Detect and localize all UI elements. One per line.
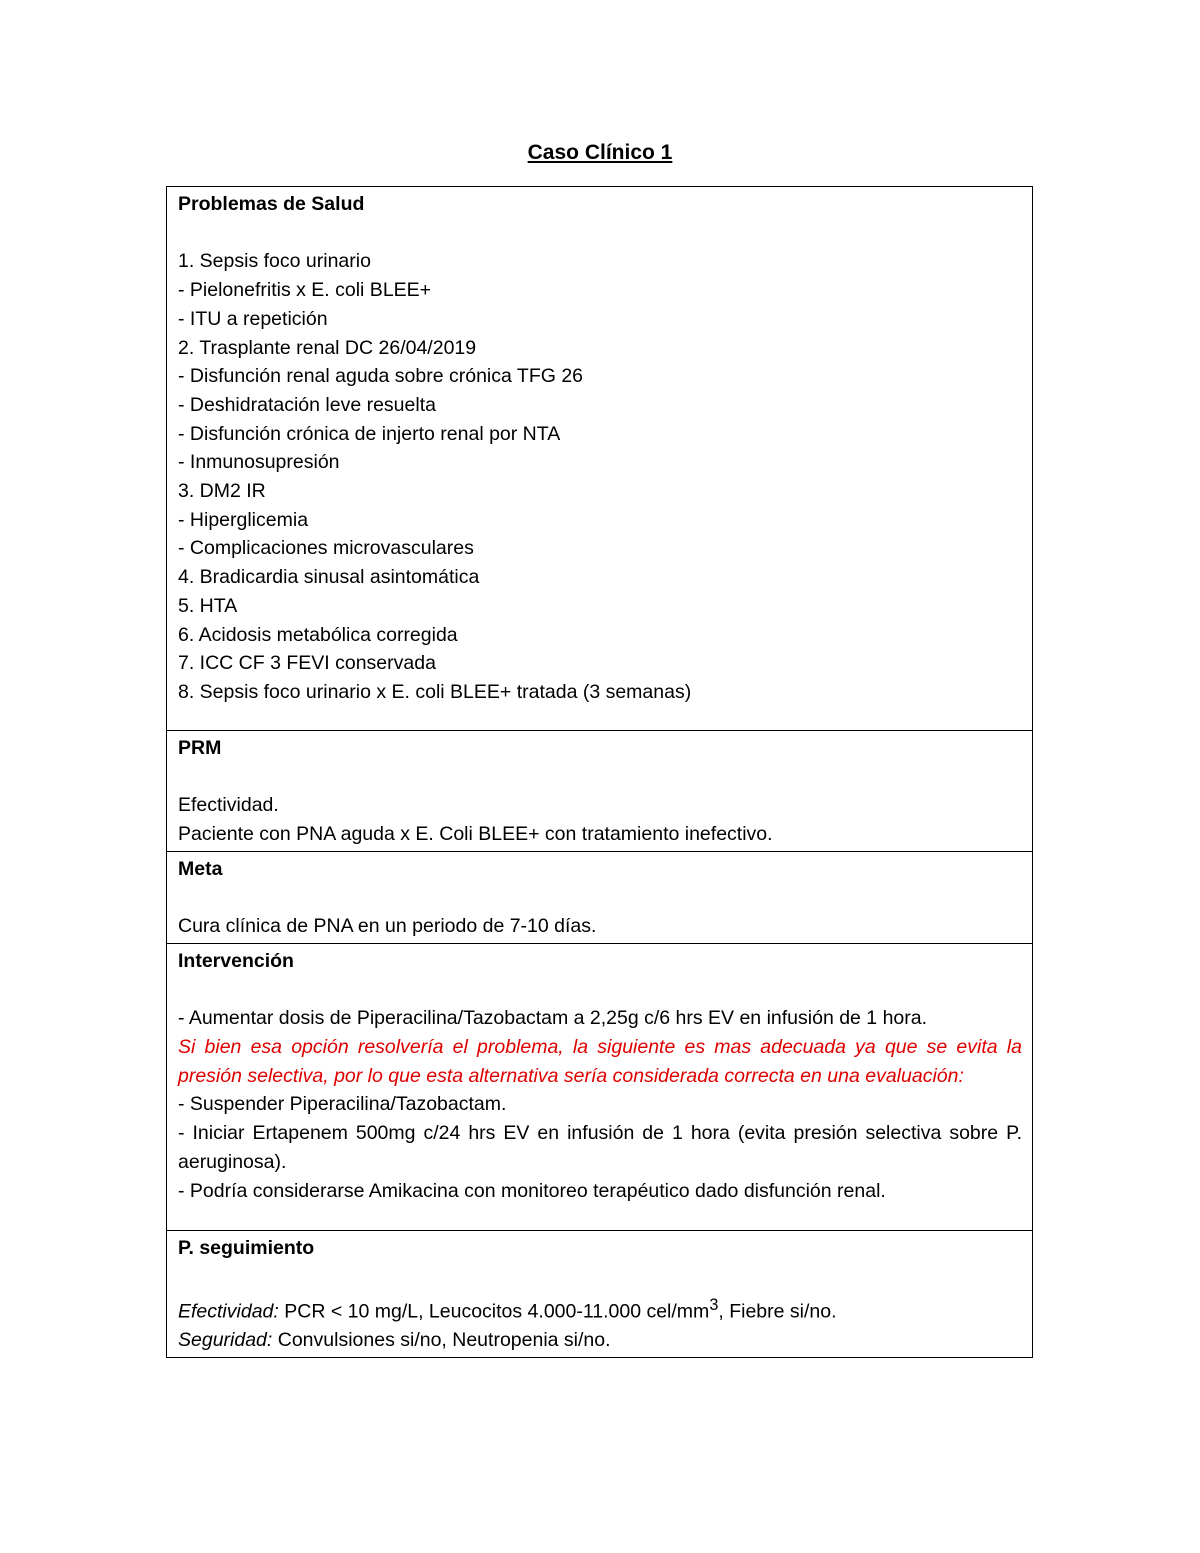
salud-line: - Disfunción crónica de injerto renal por NTA bbox=[178, 422, 561, 445]
salud-line: - Hiperglicemia bbox=[178, 508, 309, 531]
salud-line: 4. Bradicardia sinusal asintomática bbox=[178, 566, 480, 589]
salud-line: 1. Sepsis foco urinario bbox=[178, 250, 371, 273]
meta-cell bbox=[167, 851, 1033, 943]
seguimiento-seguridad bbox=[178, 1326, 1022, 1355]
spacer bbox=[178, 219, 1022, 248]
spacer bbox=[178, 976, 1022, 1005]
salud-line: - Pielonefritis x E. coli BLEE+ bbox=[178, 279, 432, 302]
section-prm bbox=[167, 731, 1033, 852]
spacer bbox=[178, 884, 1022, 913]
intervencion-start: - Iniciar Ertapenem 500mg c/24 hrs EV en infusión de 1 hora (evita presión selectiva sobre P. aeruginosa). bbox=[178, 1122, 1022, 1173]
salud-cell bbox=[167, 187, 1033, 731]
salud-line: - ITU a repetición bbox=[178, 307, 328, 330]
section-salud bbox=[167, 187, 1033, 731]
case-table bbox=[166, 186, 1033, 1358]
seguridad-text: Convulsiones si/no, Neutropenia si/no. bbox=[272, 1329, 611, 1352]
salud-line: 8. Sepsis foco urinario x E. coli BLEE+ tratada (3 semanas) bbox=[178, 680, 692, 703]
spacer bbox=[178, 1263, 1022, 1292]
prm-line: Paciente con PNA aguda x E. Coli BLEE+ con tratamiento inefectivo. bbox=[178, 823, 773, 846]
salud-line: - Deshidratación leve resuelta bbox=[178, 393, 436, 416]
efectividad-tail: , Fiebre si/no. bbox=[718, 1300, 837, 1323]
prm-line: Efectividad. bbox=[178, 794, 279, 817]
salud-line: 7. ICC CF 3 FEVI conservada bbox=[178, 652, 436, 675]
seguridad-label: Seguridad: bbox=[178, 1329, 273, 1352]
prm-cell bbox=[167, 731, 1033, 852]
intervencion-note: Si bien esa opción resolvería el problema, la siguiente es mas adecuada ya que se evita la presión selectiva, por lo que esta alternativa sería considerada correcta en una evaluación: bbox=[178, 1035, 1022, 1087]
prm-heading: PRM bbox=[178, 737, 222, 759]
spacer bbox=[178, 763, 1022, 792]
section-meta bbox=[167, 851, 1033, 943]
efectividad-text: PCR < 10 mg/L, Leucocitos 4.000-11.000 cel/mm bbox=[278, 1300, 710, 1323]
document-title: Caso Clínico 1 bbox=[527, 141, 673, 164]
salud-line: 5. HTA bbox=[178, 594, 238, 617]
section-intervencion bbox=[167, 943, 1033, 1230]
section-seguimiento bbox=[167, 1230, 1033, 1357]
salud-line: 3. DM2 IR bbox=[178, 480, 266, 503]
intervencion-first: - Aumentar dosis de Piperacilina/Tazobactam a 2,25g c/6 hrs EV en infusión de 1 hora. bbox=[178, 1007, 928, 1030]
meta-line: Cura clínica de PNA en un periodo de 7-10 días. bbox=[178, 915, 597, 938]
seguimiento-efectividad bbox=[178, 1291, 1022, 1326]
salud-heading: Problemas de Salud bbox=[178, 193, 365, 215]
intervencion-suspend: - Suspender Piperacilina/Tazobactam. bbox=[178, 1093, 507, 1116]
salud-line: 6. Acidosis metabólica corregida bbox=[178, 623, 458, 646]
intervencion-heading: Intervención bbox=[178, 949, 294, 972]
seguimiento-cell bbox=[167, 1230, 1033, 1357]
efectividad-superscript: 3 bbox=[709, 1296, 719, 1315]
efectividad-label: Efectividad: bbox=[178, 1300, 279, 1323]
salud-line: - Complicaciones microvasculares bbox=[178, 537, 474, 560]
salud-line: 2. Trasplante renal DC 26/04/2019 bbox=[178, 336, 477, 359]
intervencion-consider: - Podría considerarse Amikacina con monitoreo terapéutico dado disfunción renal. bbox=[178, 1179, 886, 1202]
salud-line: - Disfunción renal aguda sobre crónica TFG 26 bbox=[178, 365, 584, 388]
seguimiento-heading: P. seguimiento bbox=[178, 1236, 315, 1259]
meta-heading: Meta bbox=[178, 857, 223, 880]
intervencion-cell bbox=[167, 943, 1033, 1230]
salud-line: - Inmunosupresión bbox=[178, 451, 340, 474]
